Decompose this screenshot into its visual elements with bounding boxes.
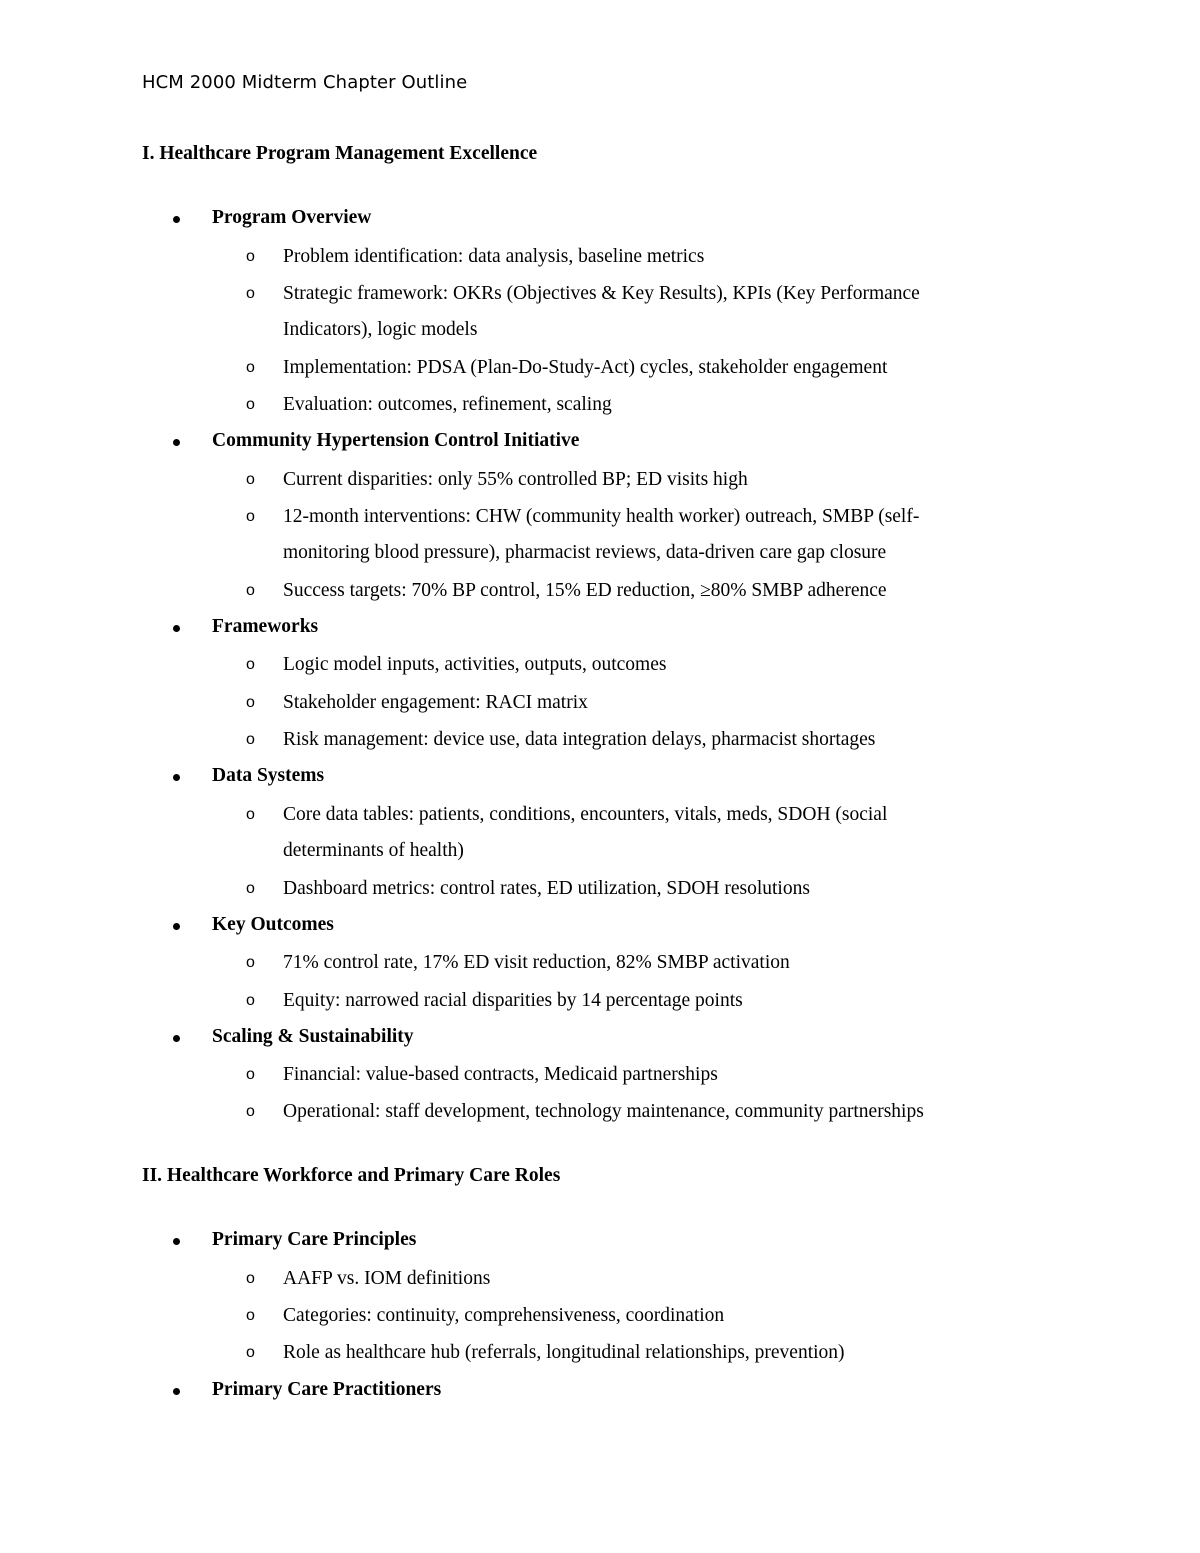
sub-item: Role as healthcare hub (referrals, longitudinal relationships, prevention) — [283, 1342, 845, 1363]
sub-item: Success targets: 70% BP control, 15% ED reduction, ≥80% SMBP adherence — [283, 580, 887, 601]
sub-bullet-icon: o — [246, 1270, 255, 1287]
sub-item: Evaluation: outcomes, refinement, scaling — [283, 394, 612, 415]
sub-item: Implementation: PDSA (Plan-Do-Study-Act) cycles, stakeholder engagement — [283, 357, 888, 378]
sub-item-continuation: Indicators), logic models — [283, 319, 478, 340]
bullet-label: Data Systems — [212, 765, 325, 786]
sub-item-continuation: monitoring blood pressure), pharmacist reviews, data-driven care gap closure — [283, 542, 887, 563]
bullet-label: Scaling & Sustainability — [212, 1026, 414, 1047]
sub-bullet-icon: o — [246, 954, 255, 971]
sub-item: 12-month interventions: CHW (community health worker) outreach, SMBP (self- — [283, 506, 920, 527]
bullet-label: Primary Care Practitioners — [212, 1379, 442, 1400]
bullet-label: Community Hypertension Control Initiative — [212, 430, 580, 451]
bullet-label: Primary Care Principles — [212, 1229, 417, 1250]
sub-item: Current disparities: only 55% controlled BP; ED visits high — [283, 469, 748, 490]
sub-bullet-icon: o — [246, 1307, 255, 1324]
bullet-icon — [173, 774, 180, 781]
sub-bullet-icon: o — [246, 1066, 255, 1083]
sub-bullet-icon: o — [246, 992, 255, 1009]
bullet-icon — [173, 439, 180, 446]
bullet-icon — [173, 923, 180, 930]
sub-bullet-icon: o — [246, 880, 255, 897]
sub-bullet-icon: o — [246, 806, 255, 823]
sub-bullet-icon: o — [246, 731, 255, 748]
sub-item: Stakeholder engagement: RACI matrix — [283, 692, 588, 713]
bullet-icon — [173, 1035, 180, 1042]
bullet-label: Frameworks — [212, 616, 319, 637]
bullet-icon — [173, 625, 180, 632]
sub-bullet-icon: o — [246, 248, 255, 265]
bullet-label: Program Overview — [212, 207, 372, 228]
sub-item: Core data tables: patients, conditions, encounters, vitals, meds, SDOH (social — [283, 804, 888, 825]
section-heading: I. Healthcare Program Management Excellence — [142, 143, 538, 164]
sub-item: Problem identification: data analysis, baseline metrics — [283, 246, 705, 267]
sub-bullet-icon: o — [246, 1344, 255, 1361]
bullet-icon — [173, 1238, 180, 1245]
sub-item: Strategic framework: OKRs (Objectives & Key Results), KPIs (Key Performance — [283, 283, 920, 304]
bullet-icon — [173, 216, 180, 223]
section-heading: II. Healthcare Workforce and Primary Care Roles — [142, 1165, 561, 1186]
sub-item: Logic model inputs, activities, outputs, outcomes — [283, 654, 667, 675]
sub-bullet-icon: o — [246, 471, 255, 488]
sub-item-continuation: determinants of health) — [283, 840, 464, 861]
sub-bullet-icon: o — [246, 582, 255, 599]
sub-item: Operational: staff development, technology maintenance, community partnerships — [283, 1101, 924, 1122]
sub-item: Categories: continuity, comprehensiveness, coordination — [283, 1305, 725, 1326]
bullet-icon — [173, 1388, 180, 1395]
sub-item: AAFP vs. IOM definitions — [283, 1268, 491, 1289]
sub-bullet-icon: o — [246, 285, 255, 302]
sub-bullet-icon: o — [246, 359, 255, 376]
sub-item: Financial: value-based contracts, Medicaid partnerships — [283, 1064, 718, 1085]
sub-bullet-icon: o — [246, 656, 255, 673]
bullet-label: Key Outcomes — [212, 914, 334, 935]
sub-item: Dashboard metrics: control rates, ED utilization, SDOH resolutions — [283, 878, 810, 899]
document-title: HCM 2000 Midterm Chapter Outline — [142, 72, 468, 93]
sub-bullet-icon: o — [246, 396, 255, 413]
sub-bullet-icon: o — [246, 1103, 255, 1120]
sub-bullet-icon: o — [246, 694, 255, 711]
sub-item: Risk management: device use, data integration delays, pharmacist shortages — [283, 729, 876, 750]
sub-item: 71% control rate, 17% ED visit reduction, 82% SMBP activation — [283, 952, 790, 973]
sub-bullet-icon: o — [246, 508, 255, 525]
sub-item: Equity: narrowed racial disparities by 14 percentage points — [283, 990, 743, 1011]
